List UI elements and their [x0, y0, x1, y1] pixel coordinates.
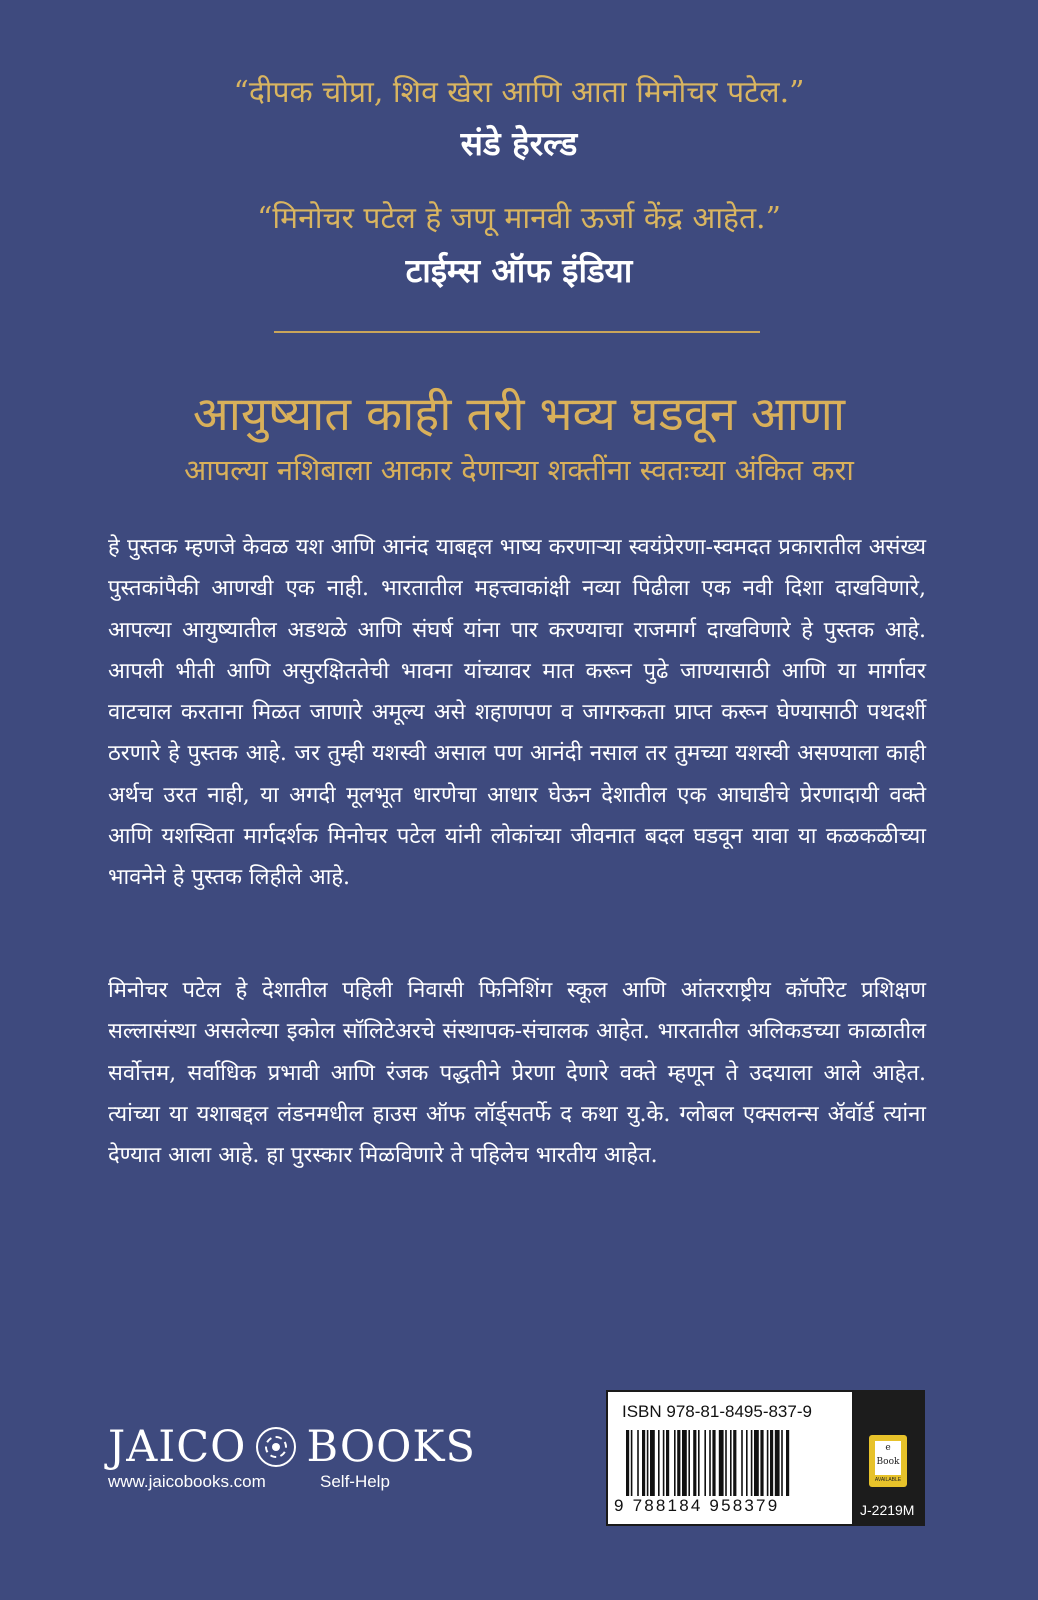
jaico-emblem-icon — [256, 1427, 296, 1467]
barcode-bar — [770, 1430, 773, 1496]
barcode-bar — [746, 1430, 748, 1496]
barcode-bar — [698, 1430, 700, 1496]
isbn-label: ISBN 978-81-8495-837-9 — [622, 1402, 812, 1421]
barcode-bar — [719, 1430, 724, 1496]
book-subtitle: आपल्या नशिबाला आकार देणाऱ्या शक्तींना स्वतःच्या अंकित करा — [184, 453, 854, 487]
barcode-bar — [760, 1430, 763, 1496]
barcode-bar — [677, 1430, 680, 1496]
ebook-available-text: AVAILABLE — [874, 1477, 902, 1483]
description-paragraph-1: हे पुस्तक म्हणजे केवळ यश आणि आनंद याबद्दल भाष्य करणाऱ्या स्वयंप्रेरणा-स्वमदत प्रकारातील असंख्य पुस्तकांपैकी आणखी एक नाही. भारतातील महत्त्वाकांक्षी नव्या पिढीला एक नवी दिशा दाखविणारे, आपल्या आयुष्यातील अडथळे आणि संघर्ष यांना पार करण्याचा राजमार्ग दाखविणारे हे पुस्तक आहे. आपली भीती आणि असुरक्षिततेची भावना यांच्यावर मात करून पुढे जाण्यासाठी आणि या मार्गावर वाटचाल करताना मिळत जाणारे अमूल्य असे शहाणपण व जागरुकता प्राप्त करून घेण्यासाठी पथदर्शी ठरणारे हे पुस्तक आहे. जर तुम्ही यशस्वी असाल पण आनंदी नसाल तर तुमच्या यशस्वी असण्याला काही अर्थच उरत नाही, या अगदी मूलभूत धारणेचा आधार घेऊन देशातील एक आघाडीचे प्रेरणादायी वक्ते आणि यशस्विता मार्गदर्शक मिनोचर पटेल यांनी लोकांच्या जीवनात बदल घडवून यावा या कळकळीच्या भावनेने हे पुस्तक लिहीले आहे. — [108, 535, 926, 891]
publisher-logo — [108, 1422, 476, 1472]
publisher-name-left: JAICO — [108, 1422, 247, 1472]
barcode-bar — [647, 1430, 649, 1496]
barcode-bar — [631, 1430, 633, 1496]
barcode-bar — [688, 1430, 690, 1496]
barcode-bar — [682, 1430, 687, 1496]
barcode-bar — [642, 1430, 645, 1496]
barcode-bar — [626, 1430, 629, 1496]
quote-1-source: संडे हेरल्ड — [460, 124, 578, 163]
description-paragraph-2: मिनोचर पटेल हे देशातील पहिली निवासी फिनिशिंग स्कूल आणि आंतरराष्ट्रीय कॉर्पोरेट प्रशिक्षण सल्लासंस्था असलेल्या इकोल सॉलिटेअरचे संस्थापक-संचालक आहेत. भारतातील अलिकडच्या काळातील सर्वोत्तम, सर्वाधिक प्रभावी आणि रंजक पद्धतीने प्रेरणा देणारे वक्ते म्हणून ते उदयाला आले आहेत. त्यांच्या या यशाबद्दल लंडनमधील हाउस ऑफ लॉर्ड्सतर्फे द कथा यु.के. ग्लोबल एक्सलन्स ॲवॉर्ड त्यांना देण्यात आला आहे. हा पुरस्कार मिळविणारे ते पहिलेच भारतीय आहेत. — [108, 978, 926, 1169]
barcode-icon — [626, 1430, 838, 1496]
ebook-side-panel — [854, 1390, 925, 1526]
book-title: आयुष्यात काही तरी भव्य घडवून आणा — [192, 387, 846, 442]
barcode-bar — [666, 1430, 669, 1496]
barcode-bar — [725, 1430, 727, 1496]
barcode-bar — [637, 1430, 639, 1496]
quote-1: “दीपक चोप्रा, शिव खेरा आणि आता मिनोचर पटेल.” — [233, 75, 805, 110]
barcode-bar — [658, 1430, 660, 1496]
quote-2-source: टाईम्स ऑफ इंडिया — [405, 251, 633, 290]
barcode-bar — [751, 1430, 753, 1496]
quote-2: “मिनोचर पटेल हे जणू मानवी ऊर्जा केंद्र आहेत.” — [257, 201, 781, 236]
barcode-bar — [781, 1430, 783, 1496]
barcode-bar — [786, 1430, 789, 1496]
barcode-bar — [775, 1430, 780, 1496]
barcode-bar — [674, 1430, 676, 1496]
barcode-bar — [663, 1430, 665, 1496]
barcode-bar — [767, 1430, 769, 1496]
book-category: Self-Help — [320, 1472, 390, 1491]
barcode-bar — [730, 1430, 732, 1496]
barcode-bar — [754, 1430, 759, 1496]
ebook-available-icon — [869, 1435, 907, 1487]
publisher-website: www.jaicobooks.com — [108, 1472, 266, 1491]
divider — [274, 331, 760, 333]
barcode-bar — [709, 1430, 711, 1496]
isbn-digits: 9 788184 958379 — [614, 1496, 780, 1515]
product-code: J-2219M — [860, 1502, 915, 1518]
barcode-bar — [712, 1430, 715, 1496]
ebook-label: e Book — [875, 1441, 901, 1475]
barcode-bar — [741, 1430, 743, 1496]
isbn-barcode-box — [606, 1390, 854, 1526]
publisher-name-right: BOOKS — [306, 1422, 476, 1472]
barcode-bar — [650, 1430, 655, 1496]
barcode-bar — [733, 1430, 736, 1496]
barcode-bar — [704, 1430, 706, 1496]
barcode-bar — [693, 1430, 696, 1496]
